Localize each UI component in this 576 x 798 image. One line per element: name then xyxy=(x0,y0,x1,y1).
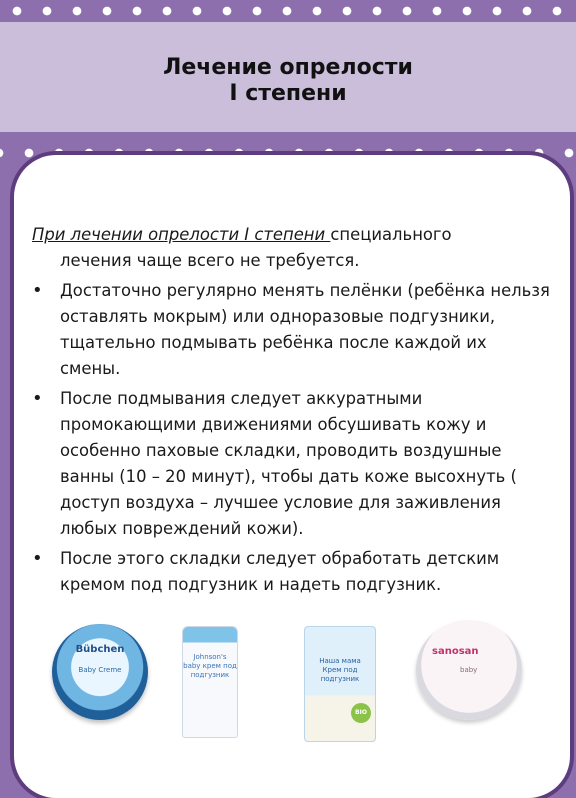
bullet-item: • После подмывания следует аккуратными промокающими движениями обсушивать кожу и особенно паховые складки, проводить воздушные ванны (10 – 20 минут), чтобы дать коже высохнуть ( доступ воздуха – лучшее условие для заживления любых повреждений кожи). xyxy=(32,386,552,542)
slide-title xyxy=(0,55,576,107)
product-brand: Наша мама xyxy=(319,657,361,665)
product-brand: Johnson's xyxy=(193,653,227,661)
product-brand: Bübchen xyxy=(75,644,125,655)
product-label: Baby Creme xyxy=(78,666,122,674)
product-label: Крем под подгузник xyxy=(320,666,360,683)
product-images xyxy=(40,618,550,748)
bullet-item: • После этого складки следует обработать детским кремом под подгузник и надеть подгузник. xyxy=(32,546,552,598)
product-image-johnsons xyxy=(182,626,238,738)
bullet-item: • Достаточно регулярно менять пелёнки (ребёнка нельзя оставлять мокрым) или одноразовые подгузники, тщательно подмывать ребёнка после каждой их смены. xyxy=(32,278,552,382)
product-brand: sanosan xyxy=(432,646,479,657)
bio-badge: BIO xyxy=(351,703,371,723)
bullet-list xyxy=(32,278,552,598)
slide-title-line-2: I степени xyxy=(229,81,347,106)
product-image-bubchen xyxy=(52,624,148,720)
slide-title-line-1: Лечение опрелости xyxy=(163,55,413,80)
product-label: baby крем под подгузник xyxy=(183,662,237,679)
product-image-sanosan xyxy=(416,620,522,720)
decorative-dots-top xyxy=(0,0,576,22)
product-image-nasha-mama xyxy=(304,626,376,742)
product-label: baby xyxy=(460,666,478,674)
intro-lead: При лечении опрелости I степени xyxy=(32,225,331,244)
intro-paragraph xyxy=(32,222,552,274)
slide-body xyxy=(32,222,552,602)
intro-rest: лечения чаще всего не требуется. xyxy=(60,251,360,270)
intro-first: специального xyxy=(330,225,452,244)
